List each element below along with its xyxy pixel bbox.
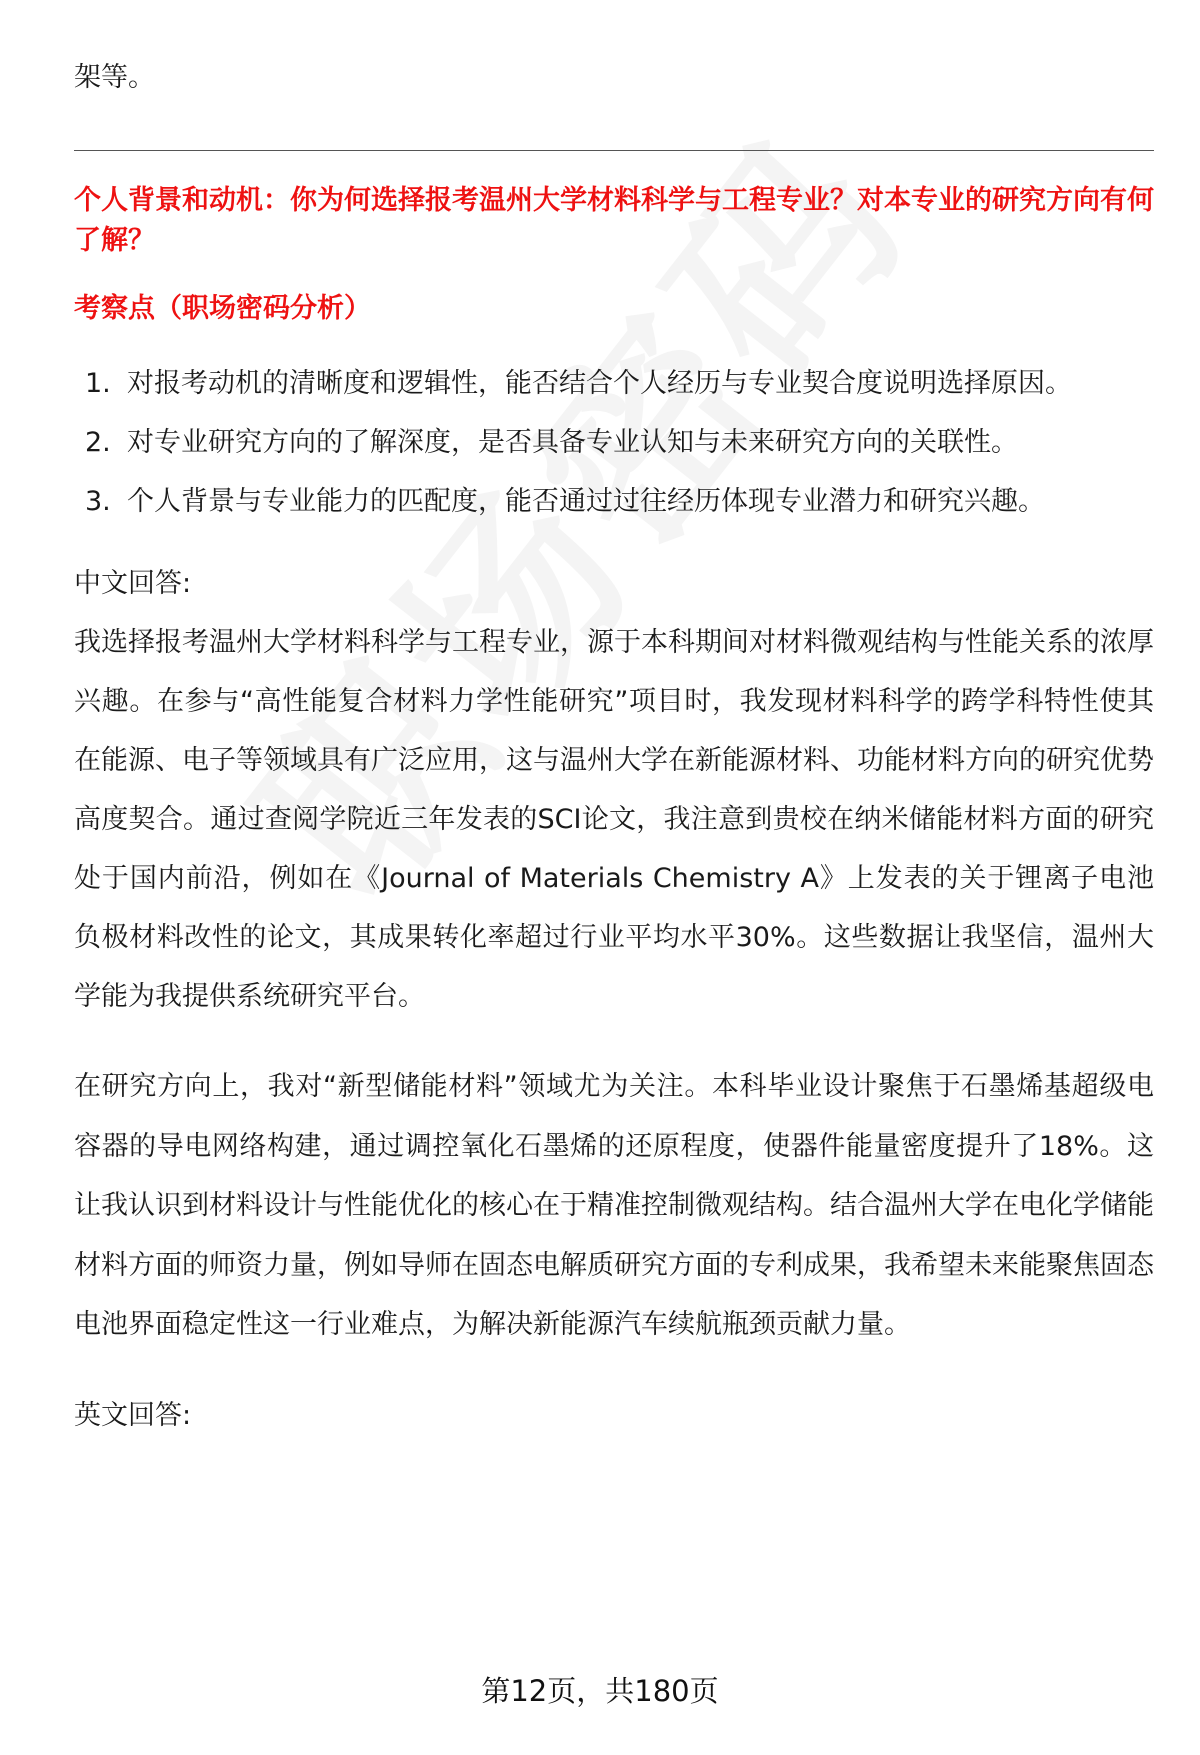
points-list	[74, 354, 1154, 531]
list-item	[74, 413, 1154, 472]
list-item	[74, 472, 1154, 531]
list-text: 对报考动机的清晰度和逻辑性，能否结合个人经历与专业契合度说明选择原因。	[127, 368, 1072, 399]
top-fragment: 架等。	[74, 62, 155, 93]
page-content	[74, 48, 1154, 1445]
list-number: 3.	[85, 486, 111, 517]
list-text: 个人背景与专业能力的匹配度，能否通过过往经历体现专业潜力和研究兴趣。	[127, 486, 1045, 517]
english-answer-label: 英文回答:	[74, 1399, 192, 1431]
chinese-answer-paragraph-2: 在研究方向上，我对“新型储能材料”领域尤为关注。本科毕业设计聚焦于石墨烯基超级电容器的导电网络构建，通过调控氧化石墨烯的还原程度，使器件能量密度提升了18%。这让我认识到材料设计与性能优化的核心在于精准控制微观结构。结合温州大学在电化学储能材料方面的师资力量，例如导师在固态电解质研究方面的专利成果，我希望未来能聚焦固态电池界面稳定性这一行业难点，为解决新能源汽车续航瓶颈贡献力量。	[74, 1071, 1154, 1340]
section-divider	[74, 150, 1154, 151]
list-number: 1.	[85, 368, 111, 399]
list-number: 2.	[85, 427, 111, 458]
page-footer: 第12页，共180页	[481, 1674, 719, 1708]
chinese-answer-label: 中文回答:	[74, 568, 192, 599]
chinese-answer-paragraph-1: 我选择报考温州大学材料科学与工程专业，源于本科期间对材料微观结构与性能关系的浓厚兴趣。在参与“高性能复合材料力学性能研究”项目时，我发现材料科学的跨学科特性使其在能源、电子等领域具有广泛应用，这与温州大学在新能源材料、功能材料方向的研究优势高度契合。通过查阅学院近三年发表的SCI论文，我注意到贵校在纳米储能材料方面的研究处于国内前沿，例如在《Journal of Materials Chemistry A》上发表的关于锂离子电池负极材料改性的论文，其成果转化率超过行业平均水平30%。这些数据让我坚信，温州大学能为我提供系统研究平台。	[74, 627, 1154, 1012]
question-heading: 个人背景和动机：你为何选择报考温州大学材料科学与工程专业？对本专业的研究方向有何了解？	[74, 185, 1154, 256]
list-item	[74, 354, 1154, 413]
points-title: 考察点（职场密码分析）	[74, 293, 371, 324]
list-text: 对专业研究方向的了解深度，是否具备专业认知与未来研究方向的关联性。	[127, 427, 1018, 458]
